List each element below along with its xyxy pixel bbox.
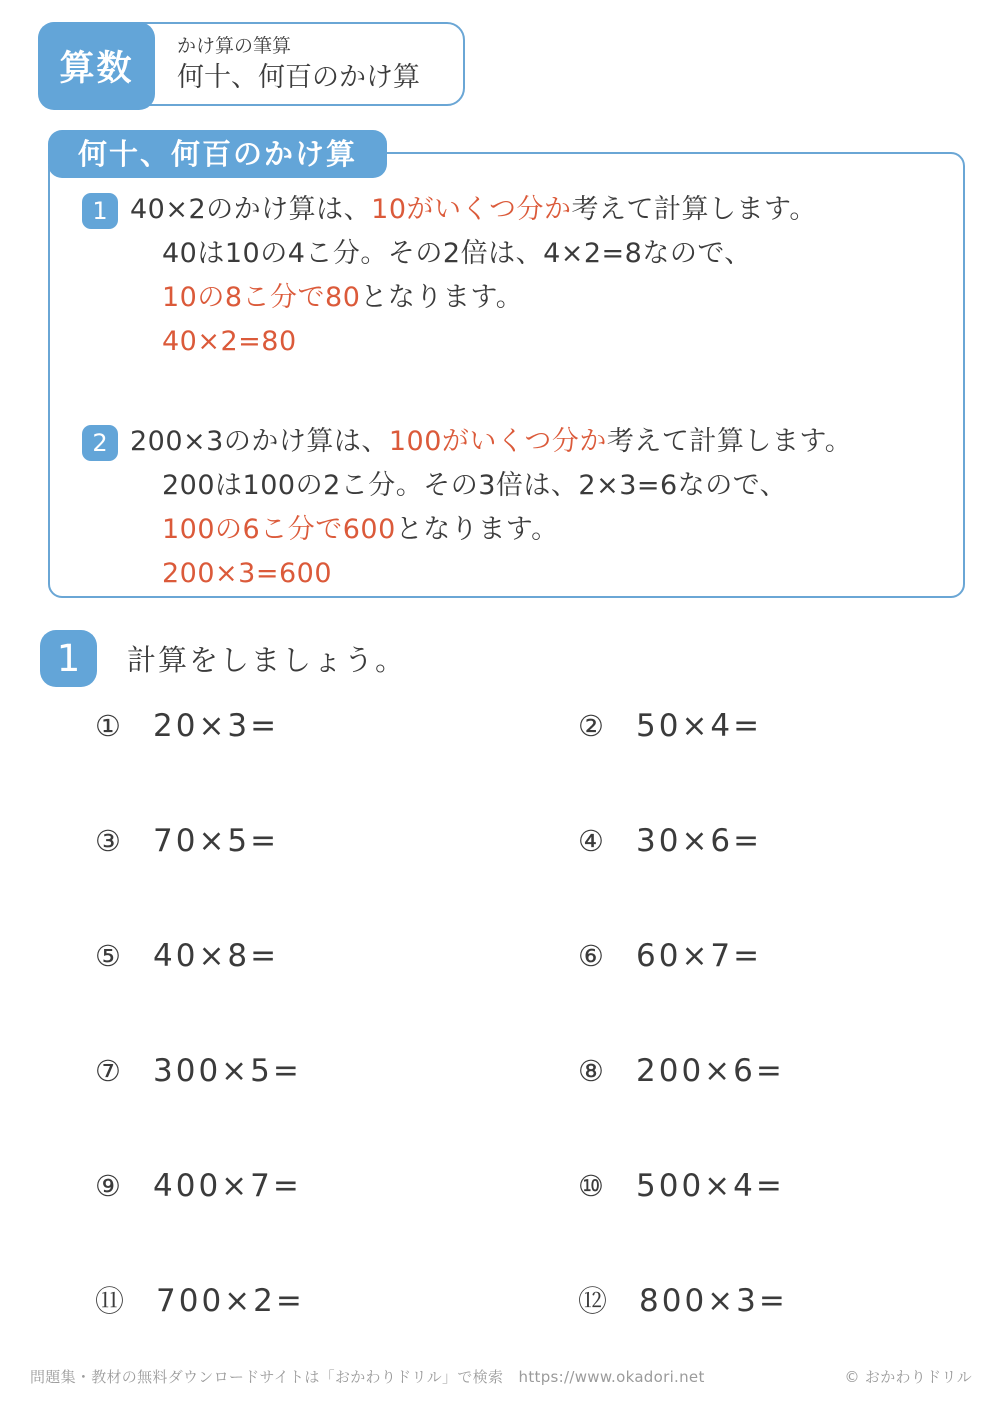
problem-expression: 300×5= [153,1053,302,1089]
lesson-category: かけ算の筆算 [177,35,292,57]
problem-number: ⑨ [95,1169,121,1203]
problem-number: ⑧ [578,1054,604,1088]
text-segment: 40×2のかけ算は、 [130,194,372,225]
problem-number: ① [95,709,121,743]
problem-expression: 500×4= [636,1168,785,1204]
problem-expression: 60×7= [636,938,763,974]
accent-text: 200×3=600 [162,558,332,589]
accent-text: 100の6こ分で600 [162,514,396,545]
footer-copyright: © おかわりドリル [844,1368,972,1386]
explanation-item-1 [50,188,963,364]
lesson-title: 何十、何百のかけ算 [177,62,420,93]
problem-8 [578,1050,788,1165]
explanation-line [162,508,963,552]
text-segment: 考えて計算します。 [571,194,817,225]
problem-2 [578,705,788,820]
accent-text: 100がいくつ分か [388,426,607,457]
problem-number: ② [578,709,604,743]
explanation-section [48,130,965,598]
problem-number: ⑥ [578,939,604,973]
problem-expression: 40×8= [153,938,280,974]
problem-number: ⑤ [95,939,121,973]
text-segment: 200×3のかけ算は、 [130,426,389,457]
explanation-item-2 [50,420,963,596]
problem-6 [578,935,788,1050]
subject-badge: 算数 [38,22,155,110]
accent-text: 10の8こ分で80 [162,282,361,313]
exercise-instruction: 計算をしましょう。 [127,643,407,677]
accent-text: 10がいくつ分か [371,194,572,225]
problem-4 [578,820,788,935]
problem-1 [95,705,578,820]
problem-expression: 200×6= [636,1053,785,1089]
problem-5 [95,935,578,1050]
problem-expression: 70×5= [153,823,280,859]
text-segment: 考えて計算します。 [606,426,853,457]
problem-expression: 30×6= [636,823,763,859]
problem-number: ⑩ [578,1169,604,1203]
problem-expression: 700×2= [156,1283,305,1319]
lesson-titles [155,24,463,104]
text-segment: 200は100の2こ分。その3倍は、2×3=6なので、 [162,470,788,501]
explanation-box [48,152,965,598]
problem-number: ⑫ [578,1284,608,1318]
item-2-number-badge: 2 [82,425,118,461]
explanation-title-tab: 何十、何百のかけ算 [48,130,387,178]
explanation-line [162,552,963,596]
problems-grid [95,705,788,1395]
problem-number: ③ [95,824,121,858]
explanation-line [162,276,963,320]
problem-expression: 400×7= [153,1168,302,1204]
accent-text: 40×2=80 [162,326,297,357]
problem-expression: 50×4= [636,708,763,744]
explanation-line [130,420,963,464]
worksheet-header [38,22,465,106]
problem-9 [95,1165,578,1280]
item-1-number-badge: 1 [82,193,118,229]
problem-3 [95,820,578,935]
explanation-line [162,464,963,508]
problem-10 [578,1165,788,1280]
text-segment: となります。 [395,514,559,545]
problem-number: ⑦ [95,1054,121,1088]
exercise-heading [40,630,406,687]
explanation-line [162,232,963,276]
problem-number: ④ [578,824,604,858]
problem-7 [95,1050,578,1165]
explanation-line [162,320,963,364]
problem-expression: 20×3= [153,708,280,744]
page-footer [30,1366,972,1387]
footer-site-info: 問題集・教材の無料ダウンロードサイトは「おかわりドリル」で検索 https://www.okadori.net [30,1368,705,1386]
explanation-line [130,188,963,232]
text-segment: となります。 [360,282,524,313]
exercise-number-badge: 1 [40,630,97,687]
text-segment: 40は10の4こ分。その2倍は、4×2=8なので、 [162,238,752,269]
problem-expression: 800×3= [639,1283,788,1319]
problem-number: ⑪ [95,1284,125,1318]
